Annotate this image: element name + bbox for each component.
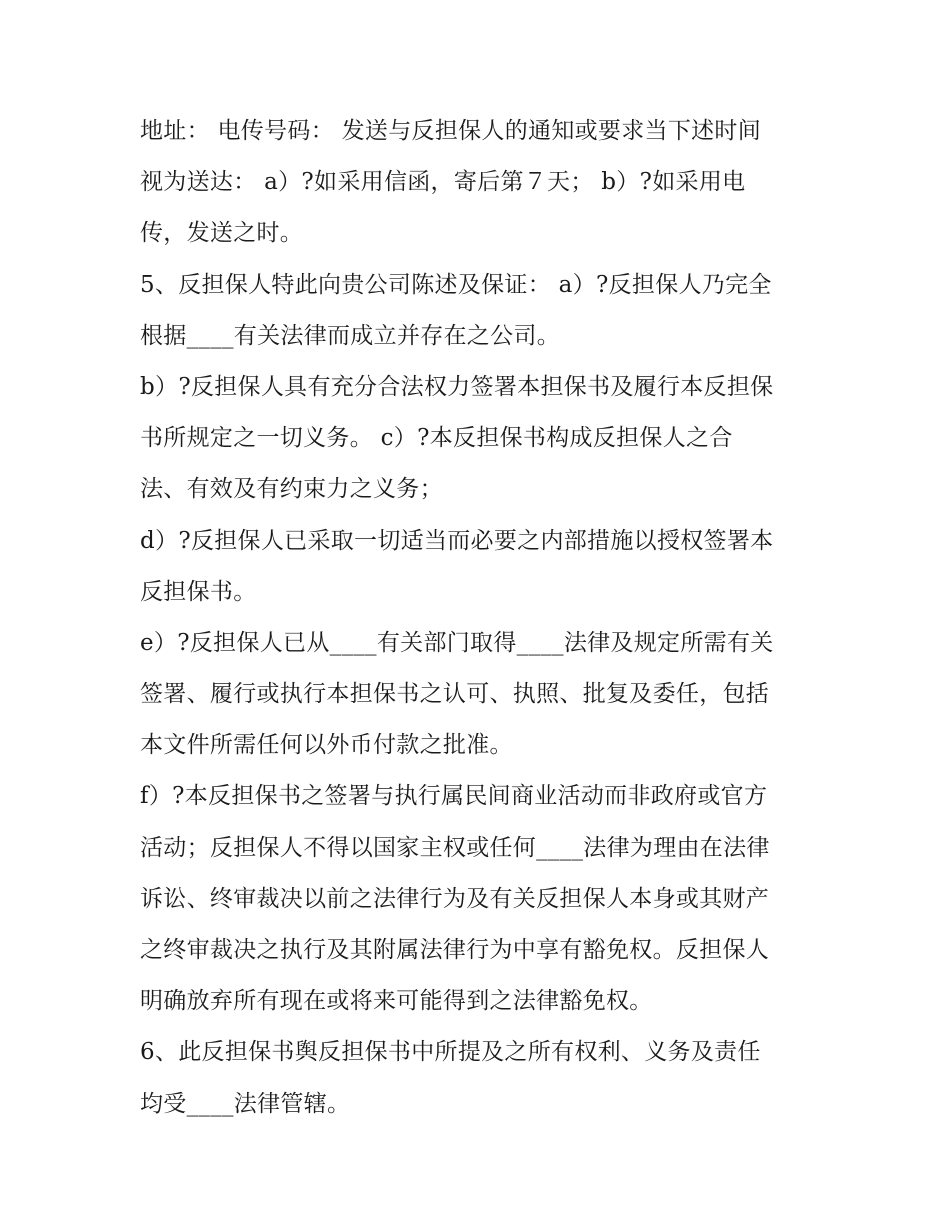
text-line: 诉讼、终审裁决以前之法律行为及有关反担保人本身或其财产: [140, 885, 770, 912]
text-line: 书所规定之一切义务。 c）?本反担保书构成反担保人之合: [140, 425, 733, 452]
text-line: 均受____法律管辖。: [140, 1090, 351, 1117]
text-line: 6、此反担保书舆反担保书中所提及之所有权利、义务及责任: [140, 1039, 761, 1066]
text-line: 之终审裁决之执行及其附属法律行为中享有豁免权。反担保人: [140, 937, 770, 963]
text-line: 明确放弃所有现在或将来可能得到之法律豁免权。: [140, 988, 653, 1015]
document-body: [140, 106, 840, 1130]
text-line: 法、有效及有约束力之义务；: [140, 476, 443, 503]
text-line: 签署、履行或执行本担保书之认可、执照、批复及委任，包括: [140, 681, 770, 708]
text-line: 活动；反担保人不得以国家主权或任何____法律为理由在法律: [140, 834, 770, 861]
text-line: f）?本反担保书之签署与执行属民间商业活动而非政府或官方: [140, 783, 768, 810]
text-line: 5、反担保人特此向贵公司陈述及保证： a）?反担保人乃完全: [140, 271, 772, 298]
text-line: b）?反担保人具有充分合法权力签署本担保书及履行本反担保: [140, 373, 774, 400]
text-line: 反担保书。: [140, 578, 257, 605]
text-line: 本文件所需任何以外币付款之批准。: [140, 732, 513, 759]
text-line: e）?反担保人已从____有关部门取得____法律及规定所需有关: [140, 629, 774, 656]
text-line: 根据____有关法律而成立并存在之公司。: [140, 322, 560, 349]
text-line: 视为送达： a）?如采用信函，寄后第７天； b）?如采用电: [140, 169, 746, 196]
text-line: d）?反担保人已采取一切适当而必要之内部措施以授权签署本: [140, 527, 774, 554]
text-line: 传，发送之时。: [140, 220, 304, 247]
text-line: 地址： 电传号码： 发送与反担保人的通知或要求当下述时间: [140, 118, 762, 144]
